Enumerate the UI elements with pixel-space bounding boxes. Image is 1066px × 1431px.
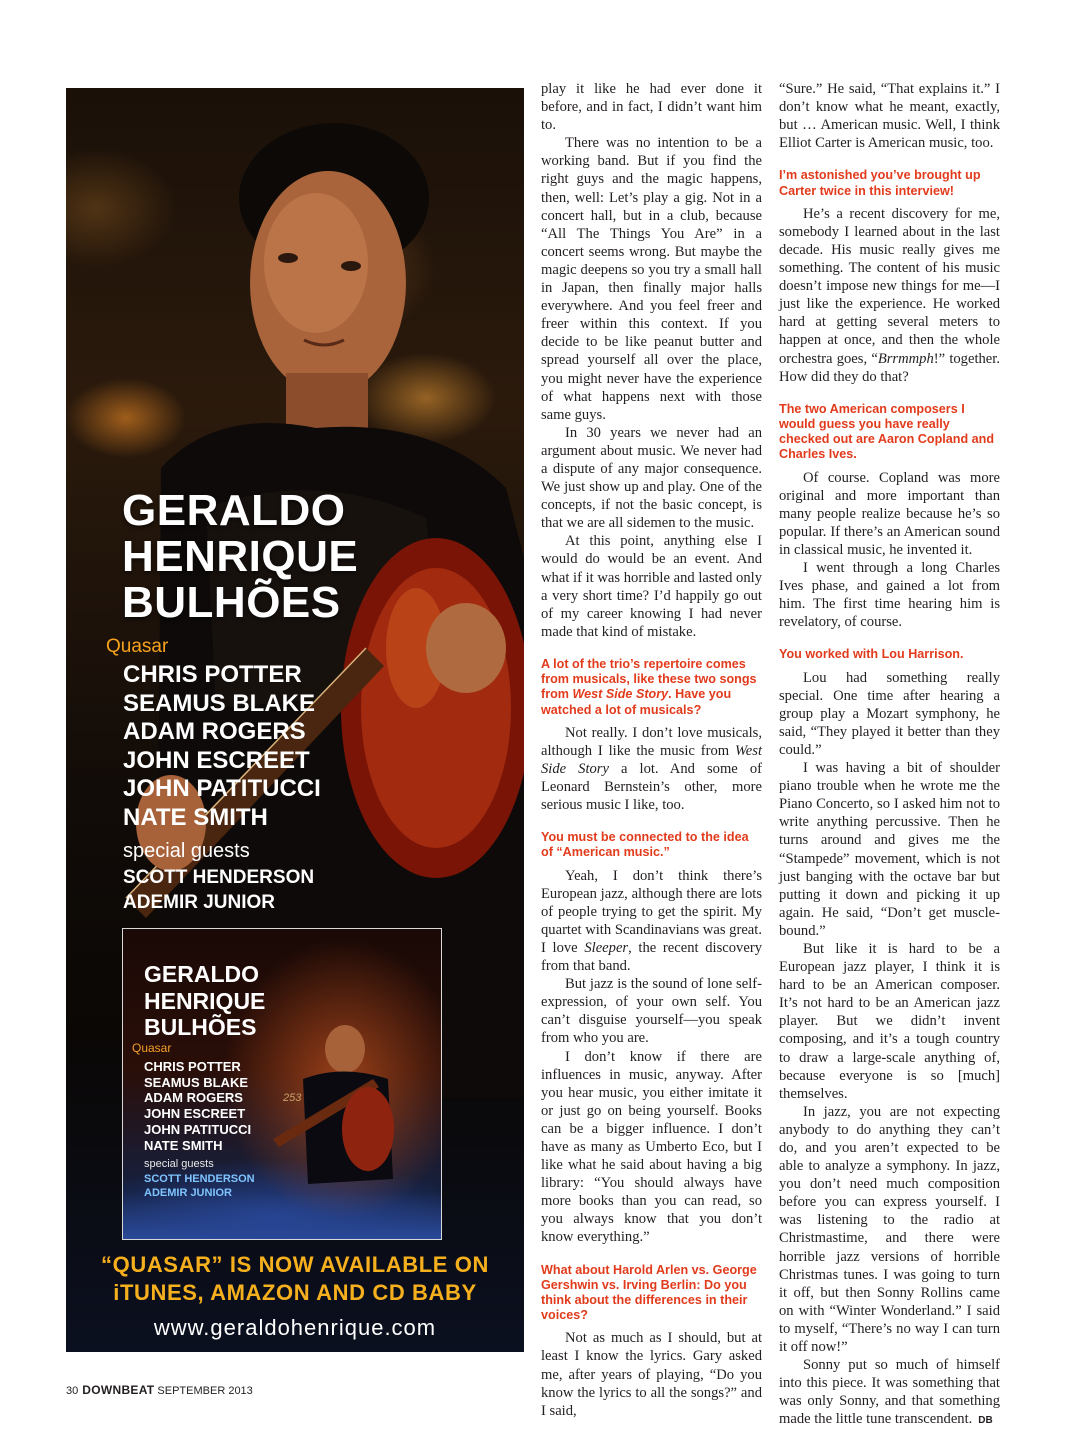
cover-member-name: CHRIS POTTER [144, 1059, 241, 1074]
member-name: JOHN PATITUCCI [123, 775, 321, 803]
guest-name: SCOTT HENDERSON [123, 867, 315, 888]
cover-member-name: NATE SMITH [144, 1137, 223, 1153]
text-run: There was no intention to be a working band. But if you find the right guys and the magic happens, then, well: Let’s play a gig. Not in a concert hall, but in a club, because “All The Things You Are” in a concert seems wrong. But maybe the magic deepens so you try a small hall in Japan, then finally major halls everywhere. And you feel freer and freer within this context. If you decide to be like peanut butter and spread yourself all over the place, you might never have the experience of what happens next with those same guys. [541, 135, 762, 423]
text-run: I’m astonished you’ve brought up Carter twice in this interview! [779, 168, 981, 198]
page-number: 30 [66, 1385, 79, 1397]
cover-artist-line: BULHÕES [144, 1014, 257, 1040]
text-run: play it like he had ever done it before, and in fact, I didn’t want him to. [541, 81, 762, 134]
answer-paragraph [779, 940, 1000, 1103]
special-guests-label: special guests [123, 840, 250, 862]
interview-question [541, 657, 762, 718]
text-run: !” together. How did they do that? [779, 350, 1000, 385]
text-run: You must be connected to the idea of “American music.” [541, 830, 749, 860]
answer-paragraph [541, 134, 762, 424]
interview-question [541, 830, 762, 860]
cover-album-title: Quasar [132, 1041, 172, 1055]
text-run: Not really. I don’t love musicals, although I like the music from [541, 724, 762, 759]
cover-special-guests-label: special guests [144, 1158, 214, 1170]
answer-paragraph [541, 724, 762, 814]
cover-member-name: SEAMUS BLAKE [144, 1074, 249, 1090]
text-run: “Sure.” He said, “That explains it.” I don’t know what he meant, exactly, but … American music. Well, I think Elliot Carter is American music, too. [779, 81, 1000, 152]
cover-guest-list [144, 1172, 255, 1200]
answer-paragraph [541, 1048, 762, 1247]
italic-title: West Side Story [572, 687, 669, 702]
italic-title: West Side Story [541, 742, 762, 777]
cover-member-list [144, 1059, 251, 1153]
text-run: Lou had something really special. One time after hearing a group play a Mozart symphony, he said, “They played it better than they could.” [779, 669, 1000, 758]
end-mark: DB [978, 1415, 993, 1427]
answer-paragraph [779, 469, 1000, 559]
text-run: I went through a long Charles Ives phase, and gained a lot from him. The first time hearing him is revelatory, of course. [779, 560, 1000, 631]
availability-line: “QUASAR” IS NOW AVAILABLE ON [101, 1252, 489, 1277]
cover-member-name: JOHN ESCREET [144, 1106, 246, 1122]
text-run: What about Harold Arlen vs. George Gershwin vs. Irving Berlin: Do you think about the differences in their voices? [541, 1262, 757, 1323]
answer-paragraph [779, 205, 1000, 386]
answer-paragraph [779, 669, 1000, 759]
artist-name-line-3: BULHÕES [122, 578, 341, 627]
text-run: Yeah, I don’t think there’s European jazz, although there are lots of people trying to get the spirit. My quartet with Scandinavians was great. I love [541, 867, 762, 956]
cover-guitar-number: 253 [283, 1092, 302, 1104]
website-url[interactable]: www.geraldohenrique.com [153, 1315, 437, 1340]
page-footer [66, 1383, 253, 1397]
interview-question [779, 402, 1000, 463]
cover-artist-line: GERALDO [144, 961, 259, 987]
text-run: Of course. Copland was more original and more important than many people realize because he’s so popular. If there’s an American sound in classical music, he invented it. [779, 469, 1000, 558]
text-run: At this point, anything else I would do would be an event. And what if it was horrible and lasted only a very short time? I’d happily go out of my career knowing I had never made that kind of mistake. [541, 533, 762, 640]
availability-line: iTUNES, AMAZON AND CD BABY [113, 1280, 477, 1305]
member-name: ADAM ROGERS [123, 718, 306, 746]
artist-name-line-1: GERALDO [122, 486, 346, 535]
text-run: But jazz is the sound of lone self-expression, of your own self. You can’t disguise yourself—you speak from who you are. [541, 976, 762, 1047]
cover-guest-name: ADEMIR JUNIOR [144, 1187, 233, 1199]
answer-paragraph [779, 759, 1000, 940]
text-run: He’s a recent discovery for me, somebody I learned about in the last decade. His music really gives me something. The content of his music doesn’t impose new things for me—I just like the experience. He worked hard at getting several meters to happen at once, and then the whole orchestra goes, “ [779, 205, 1000, 367]
answer-paragraph [779, 1103, 1000, 1356]
cover-member-name: JOHN PATITUCCI [144, 1121, 252, 1137]
text-run: The two American composers I would guess you have really checked out are Aaron Copland and Charles Ives. [779, 401, 995, 462]
availability-notice [66, 1251, 524, 1307]
text-run: In 30 years we never had an argument about music. We never had a dispute of any major consequence. We just show up and play. One of the concepts, if not the basic concept, is that we are all sidemen to the music. [541, 424, 762, 532]
issue-date: SEPTEMBER 2013 [157, 1385, 253, 1397]
member-list [123, 661, 321, 833]
text-run: I don’t know if there are influences in music, anyway. After you hear music, you either imitate it or just go on being yourself. Books can be a bigger influence. I don’t have as many as Umberto Eco, but I like what he said about having a big library: “You should always have more books than you can read, so you always know that you don’t know everything.” [541, 1048, 762, 1246]
text-run: . Have you watched a lot of musicals? [541, 687, 732, 717]
text-run: Not as much as I should, but at least I know the lyrics. Gary asked me, after years of playing, “Do you know the lyrics to all the songs?” and I said, [541, 1330, 762, 1419]
answer-paragraph [541, 1329, 762, 1419]
text-run: Sonny put so much of himself into this piece. It was something that was only Sonny, and that something made the little tune transcendent. [779, 1357, 1000, 1428]
guest-list [123, 865, 314, 915]
answer-paragraph [541, 80, 762, 134]
guest-name: ADEMIR JUNIOR [123, 892, 276, 913]
article-column-1 [541, 80, 762, 1420]
text-run: a lot. And some of Leonard Bernstein’s other, more serious music I like, too. [541, 760, 762, 814]
text-run: , the recent discovery from that band. [541, 939, 762, 975]
member-name: SEAMUS BLAKE [123, 689, 316, 717]
text-run: But like it is hard to be a European jazz player, I think it is hard to be an American composer. It’s not hard to be an American jazz player. But we didn’t invent composing, and it’s a tough country to draw a large-scale anything of, because everyone is so [much] themselves. [779, 940, 1000, 1102]
cover-guest-name: SCOTT HENDERSON [144, 1173, 255, 1185]
answer-paragraph [779, 559, 1000, 631]
cover-member-name: ADAM ROGERS [144, 1090, 243, 1106]
interview-question [779, 168, 1000, 198]
member-name: NATE SMITH [123, 803, 268, 831]
answer-paragraph [779, 1356, 1000, 1430]
italic-title: Brrmmph [877, 350, 934, 367]
text-run: You worked with Lou Harrison. [779, 647, 964, 662]
interview-question [779, 647, 1000, 662]
italic-title: Sleeper [584, 939, 629, 956]
interview-question [541, 1263, 762, 1324]
cover-artist-name [144, 961, 265, 1041]
artist-name-line-2: HENRIQUE [122, 532, 359, 581]
answer-paragraph [541, 424, 762, 533]
cover-artist-line: HENRIQUE [144, 987, 266, 1014]
answer-paragraph [541, 867, 762, 976]
text-run: A lot of the trio’s repertoire comes from musicals, like these two songs from [541, 656, 757, 702]
answer-paragraph [541, 975, 762, 1047]
member-name: JOHN ESCREET [123, 746, 310, 774]
album-cover [122, 928, 442, 1240]
text-run: In jazz, you are not expecting anybody to do anything they can’t do, and you aren’t expected to be able to analyze a symphony. In jazz, you don’t need much composition before you can express yourself. I was listening to the radio at Christmastime, and there were horrible jazz versions of horrible Christmas tunes. I was going to turn it off, but then Sonny Rollins came on with “Winter Wonderland.” I said to myself, “There’s no way I can turn it off now!” [779, 1103, 1000, 1356]
magazine-name: DOWNBEAT [82, 1383, 155, 1397]
article-column-2 [779, 80, 1000, 1431]
member-name: CHRIS POTTER [123, 661, 302, 688]
album-advertisement [66, 88, 524, 1352]
text-run: I was having a bit of shoulder piano trouble when he wrote me the Piano Concerto, so I asked him not to write anything percussive. Then he turns around and gives me the “Stampede” movement, which is not just banging with the octave bar but putting it down and picking it up again. He said, “Don’t get muscle-bound.” [779, 760, 1000, 939]
answer-paragraph [541, 532, 762, 641]
answer-paragraph [779, 80, 1000, 152]
album-title: Quasar [106, 636, 169, 657]
